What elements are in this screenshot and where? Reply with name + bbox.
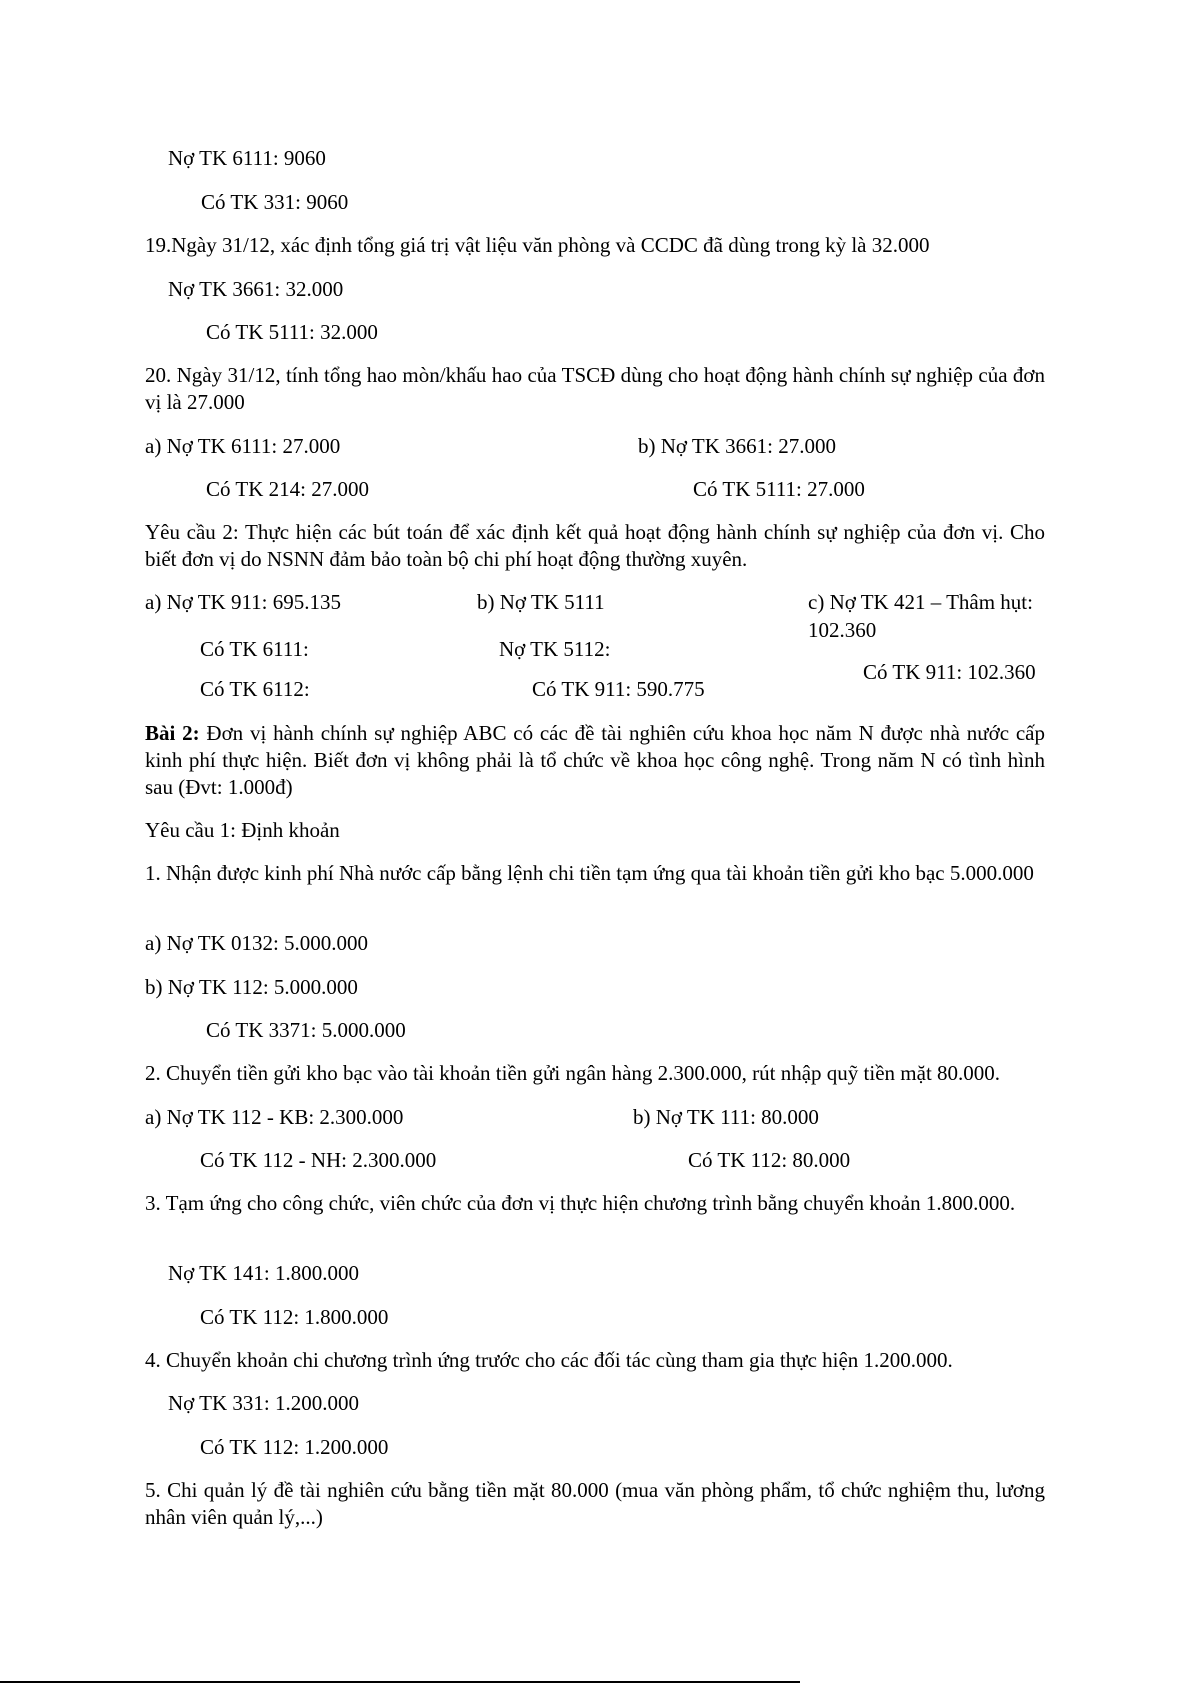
req2-a-line3: Có TK 6112: [200, 677, 310, 701]
item20-b-credit: Có TK 5111: 27.000 [693, 477, 865, 501]
bai2-item3-credit: Có TK 112: 1.800.000 [200, 1305, 389, 1329]
req2-b-line1: b) Nợ TK 5111 [477, 590, 605, 614]
req2-a-line1: a) Nợ TK 911: 695.135 [145, 590, 342, 614]
bai2-item1-b-debit: b) Nợ TK 112: 5.000.000 [145, 975, 358, 999]
item20-a-credit: Có TK 214: 27.000 [206, 477, 369, 501]
bai2-item5-text: 5. Chi quản lý đề tài nghiên cứu bằng tiền mặt 80.000 (mua văn phòng phẩm, tổ chức nghiệm thu, lương nhân viên quản lý,...) [145, 1478, 1045, 1529]
bai2-item3-text: 3. Tạm ứng cho công chức, viên chức của đơn vị thực hiện chương trình bằng chuyển khoản 1.800.000. [145, 1191, 1016, 1215]
item20-text: 20. Ngày 31/12, tính tổng hao mòn/khấu hao của TSCĐ dùng cho hoạt động hành chính sự nghiệp của đơn vị là 27.000 [145, 363, 1045, 414]
bai2-item1-text: 1. Nhận được kinh phí Nhà nước cấp bằng lệnh chi tiền tạm ứng qua tài khoản tiền gửi kho bạc 5.000.000 [145, 861, 1034, 885]
bai2-item2-b-debit: b) Nợ TK 111: 80.000 [633, 1105, 819, 1129]
req2-b-line2: Nợ TK 5112: [499, 637, 611, 661]
bai2-item3-debit: Nợ TK 141: 1.800.000 [168, 1261, 359, 1285]
bai2-item1-b-credit: Có TK 3371: 5.000.000 [206, 1018, 406, 1042]
bai2-item2-text: 2. Chuyển tiền gửi kho bạc vào tài khoản tiền gửi ngân hàng 2.300.000, rút nhập quỹ tiền mặt 80.000. [145, 1061, 1001, 1085]
entry18-credit: Có TK 331: 9060 [201, 190, 349, 214]
bai2-item4-debit: Nợ TK 331: 1.200.000 [168, 1391, 359, 1415]
bai2-item1-a: a) Nợ TK 0132: 5.000.000 [145, 931, 369, 955]
page-bottom-rule [0, 1681, 800, 1683]
bai2-label: Bài 2: [145, 721, 200, 745]
req2-c-line2: 102.360 [808, 618, 877, 642]
bai2-intro-text: Đơn vị hành chính sự nghiệp ABC có các đề tài nghiên cứu khoa học năm N được nhà nước cấp kinh phí thực hiện. Biết đơn vị không phải là tổ chức về khoa học công nghệ. Trong năm N có tình hình sau (Đvt: 1.000đ) [145, 721, 1045, 799]
req2-a-line2: Có TK 6111: [200, 637, 309, 661]
req2-c-line3: Có TK 911: 102.360 [863, 660, 1036, 684]
bai2-item2-a-credit: Có TK 112 - NH: 2.300.000 [200, 1148, 437, 1172]
item19-text: 19.Ngày 31/12, xác định tổng giá trị vật liệu văn phòng và CCDC đã dùng trong kỳ là 32.000 [145, 233, 930, 257]
bai2-item4-text: 4. Chuyển khoản chi chương trình ứng trước cho các đối tác cùng tham gia thực hiện 1.200.000. [145, 1348, 953, 1372]
req2-b-line3: Có TK 911: 590.775 [532, 677, 705, 701]
bai2-item2-a-debit: a) Nợ TK 112 - KB: 2.300.000 [145, 1105, 404, 1129]
bai2-item4-credit: Có TK 112: 1.200.000 [200, 1435, 389, 1459]
bai2-item2-b-credit: Có TK 112: 80.000 [688, 1148, 851, 1172]
requirement-2-text: Yêu cầu 2: Thực hiện các bút toán để xác định kết quả hoạt động hành chính sự nghiệp của đơn vị. Cho biết đơn vị do NSNN đảm bảo toàn bộ chi phí hoạt động thường xuyên. [145, 520, 1045, 571]
item20-a-debit: a) Nợ TK 6111: 27.000 [145, 434, 341, 458]
bai2-intro [145, 720, 1045, 801]
req2-c-line1: c) Nợ TK 421 – Thâm hụt: [808, 590, 1033, 614]
entry18-debit: Nợ TK 6111: 9060 [168, 146, 326, 170]
requirement-1-heading: Yêu cầu 1: Định khoản [145, 818, 340, 842]
item19-debit: Nợ TK 3661: 32.000 [168, 277, 344, 301]
item19-credit: Có TK 5111: 32.000 [206, 320, 378, 344]
item20-b-debit: b) Nợ TK 3661: 27.000 [638, 434, 836, 458]
